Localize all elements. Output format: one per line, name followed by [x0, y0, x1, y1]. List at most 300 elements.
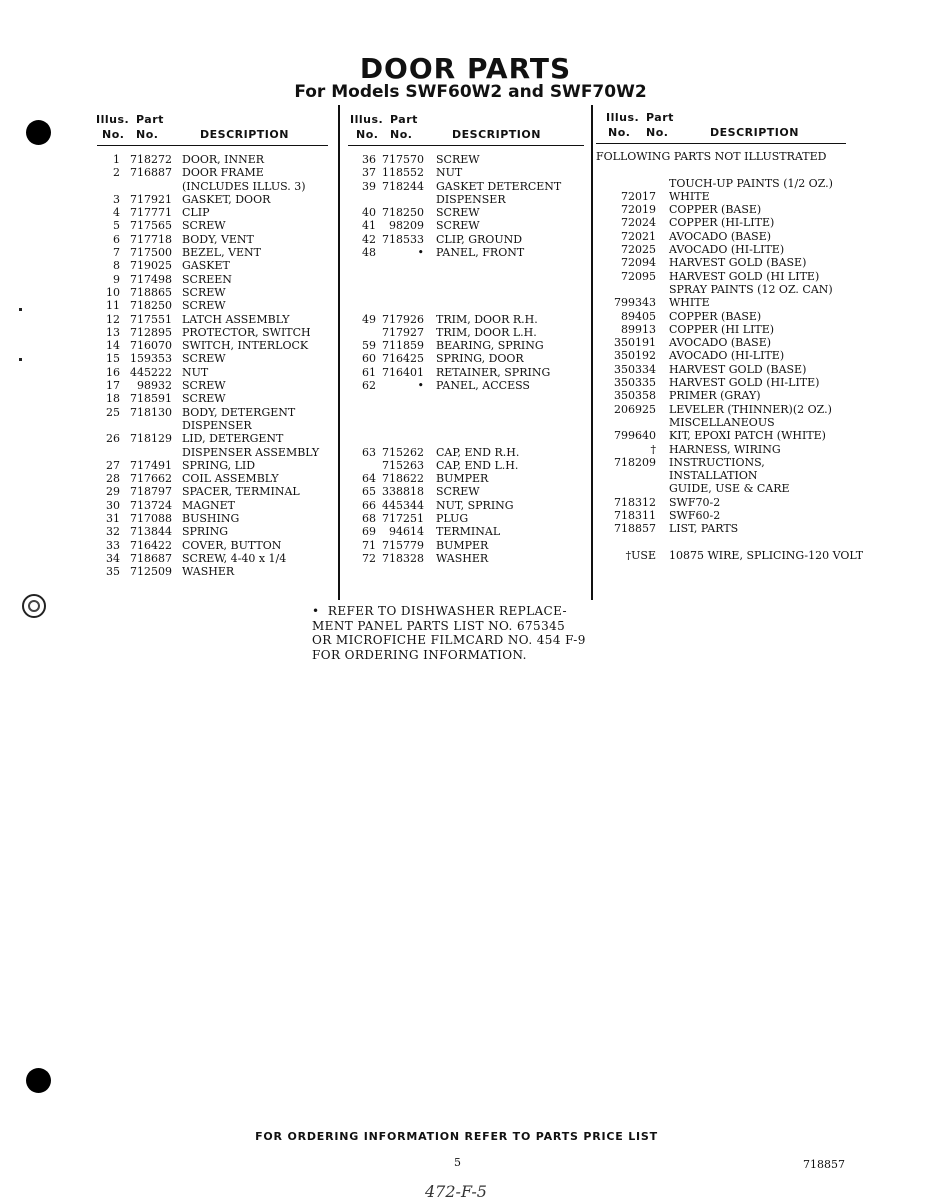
part-no: 718591 — [130, 392, 172, 406]
table-row — [96, 299, 336, 312]
table-row — [350, 193, 588, 206]
part-no: 717718 — [130, 232, 172, 246]
part-no: 715263 — [382, 458, 424, 472]
col1-header — [96, 112, 326, 142]
description: SCREW — [436, 219, 480, 233]
description: SCREW — [182, 285, 226, 299]
table-row — [596, 230, 936, 243]
description: GASKET — [182, 259, 230, 273]
part-no: 713844 — [130, 525, 172, 539]
illus-no: 49 — [362, 312, 376, 326]
illus-no: 7 — [113, 246, 120, 260]
table-row — [350, 432, 588, 445]
description: HARVEST GOLD (BASE) — [669, 256, 807, 270]
table-row — [96, 166, 336, 179]
description: SWF60-2 — [669, 509, 721, 523]
table-row — [596, 549, 936, 562]
table-row — [350, 472, 588, 485]
description: SCREW — [182, 352, 226, 366]
table-row — [596, 349, 936, 362]
part-no: 718272 — [130, 153, 172, 166]
part-no: 711859 — [382, 339, 424, 353]
table-row — [350, 166, 588, 179]
part-no: 72025 — [621, 243, 656, 257]
header-no2: No. — [136, 128, 159, 141]
illus-no: 8 — [113, 259, 120, 273]
table-row — [96, 286, 336, 299]
description: DISPENSER — [182, 418, 252, 432]
description: TRIM, DOOR R.H. — [436, 312, 538, 326]
part-no: 445344 — [382, 498, 424, 512]
table-row — [596, 429, 936, 442]
illus-no: 37 — [362, 166, 376, 180]
part-no: 716401 — [382, 365, 424, 379]
description: SPRING, LID — [182, 458, 256, 472]
table-row — [350, 259, 588, 272]
description: PANEL, ACCESS — [436, 379, 530, 393]
description: AVOCADO (HI-LITE) — [669, 243, 785, 257]
description: SCREW — [436, 153, 480, 166]
col3-header-rule — [596, 143, 846, 144]
table-row — [350, 512, 588, 525]
description: LEVELER (THINNER)(2 OZ.) — [669, 402, 832, 416]
illus-no: 14 — [106, 339, 120, 353]
part-no: 118552 — [382, 166, 424, 180]
illus-no: 41 — [362, 219, 376, 233]
illus-no: 32 — [106, 525, 120, 539]
part-no: 799343 — [614, 296, 656, 310]
description: SCREW — [182, 219, 226, 233]
illus-no: 72 — [362, 551, 376, 565]
description: TOUCH-UP PAINTS (1/2 OZ.) — [669, 176, 833, 190]
part-no: 718250 — [130, 299, 172, 313]
illus-no: 17 — [106, 379, 120, 393]
table-row — [350, 352, 588, 365]
illus-no: 61 — [362, 365, 376, 379]
description: PLUG — [436, 512, 469, 526]
table-row — [96, 565, 336, 578]
page-number: 5 — [454, 1156, 461, 1169]
part-no: 718533 — [382, 232, 424, 246]
description: SPRAY PAINTS (12 OZ. CAN) — [669, 282, 833, 296]
description: SCREW — [436, 206, 480, 220]
description: AVOCADO (HI-LITE) — [669, 349, 785, 363]
description: NUT, SPRING — [436, 498, 514, 512]
table-row — [596, 363, 936, 376]
description: SWITCH, INTERLOCK — [182, 339, 309, 353]
illus-no: 28 — [106, 472, 120, 486]
illus-no: 11 — [106, 299, 120, 313]
description: TRIM, DOOR L.H. — [436, 325, 537, 339]
illus-no: 42 — [362, 232, 376, 246]
part-no: 72024 — [621, 216, 656, 230]
table-row — [96, 193, 336, 206]
table-row — [596, 376, 936, 389]
part-no: 717491 — [130, 458, 172, 472]
col3-heading: FOLLOWING PARTS NOT ILLUSTRATED — [596, 150, 827, 163]
header-description: DESCRIPTION — [710, 126, 799, 139]
table-row — [596, 323, 936, 336]
table-row — [350, 339, 588, 352]
table-row — [350, 539, 588, 552]
table-row — [96, 379, 336, 392]
table-row — [96, 313, 336, 326]
scan-mark — [19, 358, 22, 361]
col1-header-rule — [97, 145, 328, 146]
table-row — [596, 389, 936, 402]
col2-header-rule — [348, 145, 584, 146]
description: CLIP, GROUND — [436, 232, 523, 246]
description: 10875 WIRE, SPLICING-120 VOLT — [669, 548, 864, 562]
description: LIST, PARTS — [669, 522, 739, 536]
table-row — [350, 313, 588, 326]
description: SPRING, DOOR — [436, 352, 524, 366]
description: CAP, END L.H. — [436, 458, 519, 472]
illus-no: 13 — [106, 325, 120, 339]
part-no: 718311 — [614, 509, 656, 523]
table-row — [96, 246, 336, 259]
table-row — [350, 153, 588, 166]
table-row — [596, 243, 936, 256]
part-no: • — [417, 379, 424, 393]
table-row — [596, 456, 936, 469]
illus-no: 1 — [113, 153, 120, 166]
description: BUMPER — [436, 472, 489, 486]
part-no: 717771 — [130, 206, 172, 220]
part-no: 717500 — [130, 246, 172, 260]
description: GUIDE, USE & CARE — [669, 482, 790, 496]
description: DOOR FRAME — [182, 166, 264, 180]
illus-no: 40 — [362, 206, 376, 220]
part-no: 712509 — [130, 565, 172, 579]
header-description: DESCRIPTION — [452, 128, 541, 141]
part-no: 718797 — [130, 485, 172, 499]
part-no: 718857 — [614, 522, 656, 536]
table-row — [596, 536, 936, 549]
part-no: 350358 — [614, 389, 656, 403]
description: SCREW — [436, 485, 480, 499]
part-no: 716422 — [130, 538, 172, 552]
part-no: 350192 — [614, 349, 656, 363]
table-row — [96, 219, 336, 232]
description: SCREEN — [182, 272, 232, 286]
description: SCREW — [182, 299, 226, 313]
part-no: 718687 — [130, 551, 172, 565]
table-row — [350, 379, 588, 392]
part-no: 206925 — [614, 402, 656, 416]
part-no: 716425 — [382, 352, 424, 366]
description: DISPENSER ASSEMBLY — [182, 445, 320, 459]
table-row — [350, 419, 588, 432]
table-row — [596, 336, 936, 349]
description: PRIMER (GRAY) — [669, 389, 761, 403]
table-row — [96, 539, 336, 552]
description: BEARING, SPRING — [436, 339, 544, 353]
part-no: 350334 — [614, 362, 656, 376]
description: BODY, DETERGENT — [182, 405, 296, 419]
part-no: 89405 — [621, 309, 656, 323]
parts-list-col2 — [350, 153, 588, 565]
part-no: † — [650, 442, 656, 456]
table-row — [350, 286, 588, 299]
illus-no: 60 — [362, 352, 376, 366]
header-description: DESCRIPTION — [200, 128, 289, 141]
table-row — [96, 432, 336, 445]
header-illus: Illus. — [350, 113, 384, 126]
part-no: 719025 — [130, 259, 172, 273]
table-row — [96, 512, 336, 525]
part-no: 338818 — [382, 485, 424, 499]
table-row — [350, 392, 588, 405]
description: MAGNET — [182, 498, 235, 512]
illus-no: 30 — [106, 498, 120, 512]
ordering-note: • REFER TO DISHWASHER REPLACE- MENT PANEL PARTS LIST NO. 675345 OR MICROFICHE FILMCARD NO. 454 F-9 FOR ORDERING INFORMATION. — [312, 604, 586, 662]
column-divider-2 — [591, 105, 593, 600]
header-part: Part — [136, 113, 164, 126]
table-row — [96, 326, 336, 339]
header-part: Part — [390, 113, 418, 126]
table-row — [596, 283, 936, 296]
part-no: 350191 — [614, 336, 656, 350]
illus-no: 36 — [362, 153, 376, 166]
part-no: 717251 — [382, 512, 424, 526]
table-row — [350, 499, 588, 512]
description: WASHER — [182, 565, 235, 579]
part-no: †USE — [625, 548, 656, 562]
illus-no: 27 — [106, 458, 120, 472]
illus-no: 9 — [113, 272, 120, 286]
col3-header — [606, 110, 856, 140]
illus-no: 68 — [362, 512, 376, 526]
description: AVOCADO (BASE) — [669, 336, 772, 350]
table-row — [596, 469, 936, 482]
part-no: 445222 — [130, 365, 172, 379]
part-no: 713724 — [130, 498, 172, 512]
description: (INCLUDES ILLUS. 3) — [182, 179, 306, 193]
part-no: 717662 — [130, 472, 172, 486]
part-no: 717926 — [382, 312, 424, 326]
parts-list-col1 — [96, 153, 336, 579]
footer-notice: FOR ORDERING INFORMATION REFER TO PARTS PRICE LIST — [255, 1130, 658, 1143]
description: BUSHING — [182, 512, 240, 526]
part-no: 159353 — [130, 352, 172, 366]
description: WASHER — [436, 551, 489, 565]
parts-list-col3 — [596, 150, 936, 562]
description: GASKET DETERCENT — [436, 179, 562, 193]
illus-no: 64 — [362, 472, 376, 486]
part-no: • — [417, 246, 424, 260]
part-no: 716887 — [130, 166, 172, 180]
illus-no: 65 — [362, 485, 376, 499]
description: HARVEST GOLD (HI-LITE) — [669, 376, 820, 390]
table-row — [96, 472, 336, 485]
header-no: No. — [102, 128, 125, 141]
description: SPRING — [182, 525, 228, 539]
part-no: 715262 — [382, 445, 424, 459]
illus-no: 25 — [106, 405, 120, 419]
table-row — [96, 552, 336, 565]
illus-no: 69 — [362, 525, 376, 539]
illus-no: 35 — [106, 565, 120, 579]
table-row — [350, 446, 588, 459]
description: CLIP — [182, 206, 210, 220]
illus-no: 3 — [113, 192, 120, 206]
illus-no: 34 — [106, 551, 120, 565]
illus-no: 62 — [362, 379, 376, 393]
part-no: 716070 — [130, 339, 172, 353]
illus-no: 18 — [106, 392, 120, 406]
scan-mark — [19, 308, 22, 311]
table-row — [596, 310, 936, 323]
description: HARVEST GOLD (BASE) — [669, 362, 807, 376]
illus-no: 33 — [106, 538, 120, 552]
table-row — [96, 273, 336, 286]
description: COIL ASSEMBLY — [182, 472, 279, 486]
table-row — [350, 525, 588, 538]
table-row — [596, 190, 936, 203]
description: PANEL, FRONT — [436, 246, 525, 260]
header-illus: Illus. — [606, 111, 640, 124]
description: MISCELLANEOUS — [669, 415, 775, 429]
table-row — [96, 485, 336, 498]
description: COVER, BUTTON — [182, 538, 282, 552]
part-no: 72017 — [621, 189, 656, 203]
description: RETAINER, SPRING — [436, 365, 551, 379]
part-no: 717565 — [130, 219, 172, 233]
header-no: No. — [356, 128, 379, 141]
table-row — [350, 485, 588, 498]
part-no: 717921 — [130, 192, 172, 206]
table-row — [96, 459, 336, 472]
part-no: 718865 — [130, 285, 172, 299]
column-divider-1 — [338, 105, 340, 600]
table-row — [350, 246, 588, 259]
illus-no: 31 — [106, 512, 120, 526]
description: HARVEST GOLD (HI LITE) — [669, 269, 820, 283]
part-no: 718130 — [130, 405, 172, 419]
part-no: 718312 — [614, 495, 656, 509]
part-no: 94614 — [389, 525, 424, 539]
table-row — [96, 525, 336, 538]
table-row — [96, 233, 336, 246]
table-row — [596, 496, 936, 509]
illus-no: 12 — [106, 312, 120, 326]
illus-no: 39 — [362, 179, 376, 193]
table-row — [596, 203, 936, 216]
description: CAP, END R.H. — [436, 445, 520, 459]
illus-no: 16 — [106, 365, 120, 379]
part-no: 717927 — [382, 325, 424, 339]
description: TERMINAL — [436, 525, 501, 539]
part-no: 717570 — [382, 153, 424, 166]
table-row — [350, 273, 588, 286]
table-row — [96, 352, 336, 365]
description: DOOR, INNER — [182, 153, 265, 166]
table-row — [350, 233, 588, 246]
table-row — [596, 509, 936, 522]
description: INSTALLATION — [669, 469, 758, 483]
table-row — [350, 406, 588, 419]
table-row — [596, 163, 936, 176]
illus-no: 48 — [362, 246, 376, 260]
part-no: 718622 — [382, 472, 424, 486]
header-no2: No. — [646, 126, 669, 139]
illus-no: 26 — [106, 432, 120, 446]
header-part: Part — [646, 111, 674, 124]
description: SWF70-2 — [669, 495, 721, 509]
description: BEZEL, VENT — [182, 246, 262, 260]
table-row — [596, 216, 936, 229]
table-row — [96, 180, 336, 193]
description: DISPENSER — [436, 192, 506, 206]
binder-ring-mark — [22, 594, 46, 618]
header-illus: Illus. — [96, 113, 130, 126]
header-no: No. — [608, 126, 631, 139]
description: SCREW, 4-40 x 1/4 — [182, 551, 287, 565]
description: LATCH ASSEMBLY — [182, 312, 290, 326]
part-no: 89913 — [621, 322, 656, 336]
table-row — [350, 552, 588, 565]
page-subtitle: For Models SWF60W2 and SWF70W2 — [294, 82, 647, 102]
description: INSTRUCTIONS, — [669, 455, 765, 469]
col2-header — [350, 112, 580, 142]
description: SCREW — [182, 392, 226, 406]
table-row — [596, 296, 936, 309]
description: WHITE — [669, 296, 710, 310]
illus-no: 71 — [362, 538, 376, 552]
table-row — [96, 406, 336, 419]
illus-no: 2 — [113, 166, 120, 180]
description: NUT — [182, 365, 209, 379]
table-row — [596, 443, 936, 456]
illus-no: 15 — [106, 352, 120, 366]
part-no: 718250 — [382, 206, 424, 220]
table-row — [96, 366, 336, 379]
table-row — [96, 206, 336, 219]
part-no: 718209 — [614, 455, 656, 469]
description: SCREW — [182, 379, 226, 393]
illus-no: 5 — [113, 219, 120, 233]
description: NUT — [436, 166, 463, 180]
description: COPPER (HI LITE) — [669, 322, 775, 336]
table-row — [96, 419, 336, 432]
part-no: 718129 — [130, 432, 172, 446]
table-row — [596, 403, 936, 416]
illus-no: 29 — [106, 485, 120, 499]
table-row — [350, 180, 588, 193]
description: GASKET, DOOR — [182, 192, 271, 206]
description: SPACER, TERMINAL — [182, 485, 300, 499]
table-row — [96, 392, 336, 405]
illus-no: 10 — [106, 285, 120, 299]
document-number: 718857 — [803, 1158, 845, 1171]
part-no: 98932 — [137, 379, 172, 393]
handwritten-notation: 472-F-5 — [425, 1182, 487, 1201]
binder-hole-top — [26, 120, 51, 145]
part-no: 72094 — [621, 256, 656, 270]
description: BODY, VENT — [182, 232, 254, 246]
table-row — [96, 499, 336, 512]
table-row — [96, 153, 336, 166]
illus-no: 59 — [362, 339, 376, 353]
table-row — [596, 482, 936, 495]
description: COPPER (BASE) — [669, 203, 762, 217]
part-no: 72021 — [621, 229, 656, 243]
part-no: 98209 — [389, 219, 424, 233]
table-row — [596, 416, 936, 429]
table-row — [596, 256, 936, 269]
part-no: 72019 — [621, 203, 656, 217]
